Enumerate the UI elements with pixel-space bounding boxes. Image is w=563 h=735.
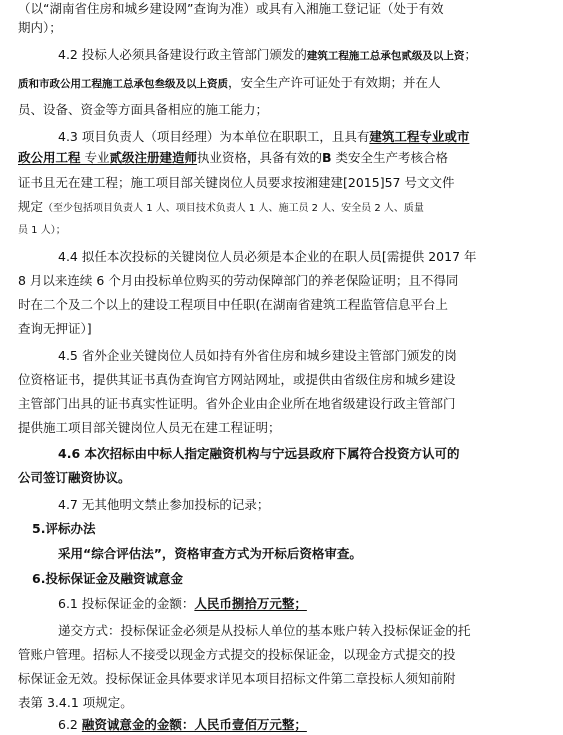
- small-text-run: （至少包括项目负责人 1 人、项目技术负责人 1 人、施工员 2 人、安全员 2 人、质量: [43, 203, 424, 214]
- text-line: [18, 149, 448, 167]
- text-line: 8 月以来连续 6 个月由投标单位购买的劳动保障部门的养老保险证明；且不得同: [18, 273, 459, 288]
- text-line: [18, 74, 441, 93]
- text-line: 递交方式：投标保证金必须是从投标人单位的基本账户转入投标保证金的托: [58, 623, 471, 638]
- text-line: 查询无押证）]: [18, 321, 92, 336]
- text-run: 6.2: [58, 717, 82, 732]
- text-run: 类安全生产考核合格: [331, 150, 449, 165]
- text-line: 时在二个及二个以上的建设工程项目中任职(在湖南省建筑工程监管信息平台上: [18, 297, 448, 312]
- text-line: 证书且无在建工程；施工项目部关键岗位人员要求按湘建建[2015]57 号文文件: [18, 175, 455, 190]
- text-line: 管账户管理。招标人不接受以现金方式提交的投标保证金，以现金方式提交的投: [18, 647, 456, 662]
- text-run: 4.3 项目负责人（项目经理）为本单位在职职工，且具有: [58, 129, 370, 144]
- paragraph-4-6-line: 4.6 本次招标由中标人指定融资机构与宁远县政府下属符合投资方认可的: [58, 446, 460, 461]
- text-line: 标保证金无效。投标保证金具体要求详见本项目招标文件第二章投标人须知前附: [18, 671, 456, 686]
- underlined-bold-run: 建筑工程专业或市: [369, 129, 470, 144]
- text-line: 员 1 人）；: [18, 225, 66, 236]
- paragraph-4-4-line: 4.4 拟任本次投标的关键岗位人员必须是本企业的在职人员[需提供 2017 年: [58, 249, 477, 264]
- underlined-bold-run: 人民币捌拾万元整；: [194, 596, 307, 611]
- bold-text-run: 质和市政公用工程施工总承包叁级及以上资质: [18, 78, 228, 90]
- text-line: 公司签订融资协议。: [18, 470, 131, 485]
- paragraph-4-5-line: 4.5 省外企业关键岗位人员如持有外省住房和城乡建设主管部门颁发的岗: [58, 348, 457, 363]
- text-run: 4.2 投标人必须具备建设行政主管部门颁发的: [58, 47, 307, 62]
- text-line: 员、设备、资金等方面具备相应的施工能力；: [18, 102, 269, 117]
- section-heading-evaluation: 5.评标办法: [32, 521, 96, 536]
- paragraph-4-3-line: [58, 128, 469, 146]
- paragraph-4-7-line: 4.7 无其他明文禁止参加投标的记录；: [58, 497, 270, 512]
- text-run: ，安全生产许可证处于有效期；并在人: [228, 75, 441, 90]
- bold-text-run: 建筑工程施工总承包贰级及以上资: [306, 50, 465, 62]
- underlined-bold-run: 贰级注册建造师: [109, 150, 198, 165]
- text-line: 主管部门出具的证书真实性证明。省外企业由企业所在地省级建设行政主管部门: [18, 396, 456, 411]
- text-line: （以“湖南省住房和城乡建设网”查询为准）或具有入湘施工登记证（处于有效: [18, 1, 444, 16]
- section-heading-bid-bond: 6.投标保证金及融资诚意金: [32, 571, 183, 586]
- text-line: 期内）；: [18, 20, 62, 35]
- text-run: 规定: [18, 199, 44, 214]
- underlined-run: 专业: [80, 150, 110, 165]
- text-run: 6.1 投标保证金的金额：: [58, 596, 195, 611]
- paragraph-4-2-line: [58, 46, 477, 65]
- text-line: 提供施工项目部关键岗位人员无在建工程证明；: [18, 420, 281, 435]
- underlined-bold-run: 融资诚意金的金额：人民币壹佰万元整；: [81, 717, 307, 732]
- text-line: [18, 198, 424, 218]
- text-run: ；: [464, 47, 477, 62]
- text-line: 采用“综合评估法”，资格审查方式为开标后资格审查。: [58, 546, 362, 561]
- text-line: 表第 3.4.1 项规定。: [18, 695, 133, 710]
- text-run: B: [322, 150, 332, 165]
- paragraph-6-1-line: [58, 595, 307, 613]
- text-run: 执业资格，具备有效的: [197, 150, 323, 165]
- underlined-bold-run: 政公用工程: [18, 150, 81, 165]
- text-line: 位资格证书，提供其证书真伪查询官方网站网址，或提供由省级住房和城乡建设: [18, 372, 456, 387]
- paragraph-6-2-line: [58, 716, 307, 734]
